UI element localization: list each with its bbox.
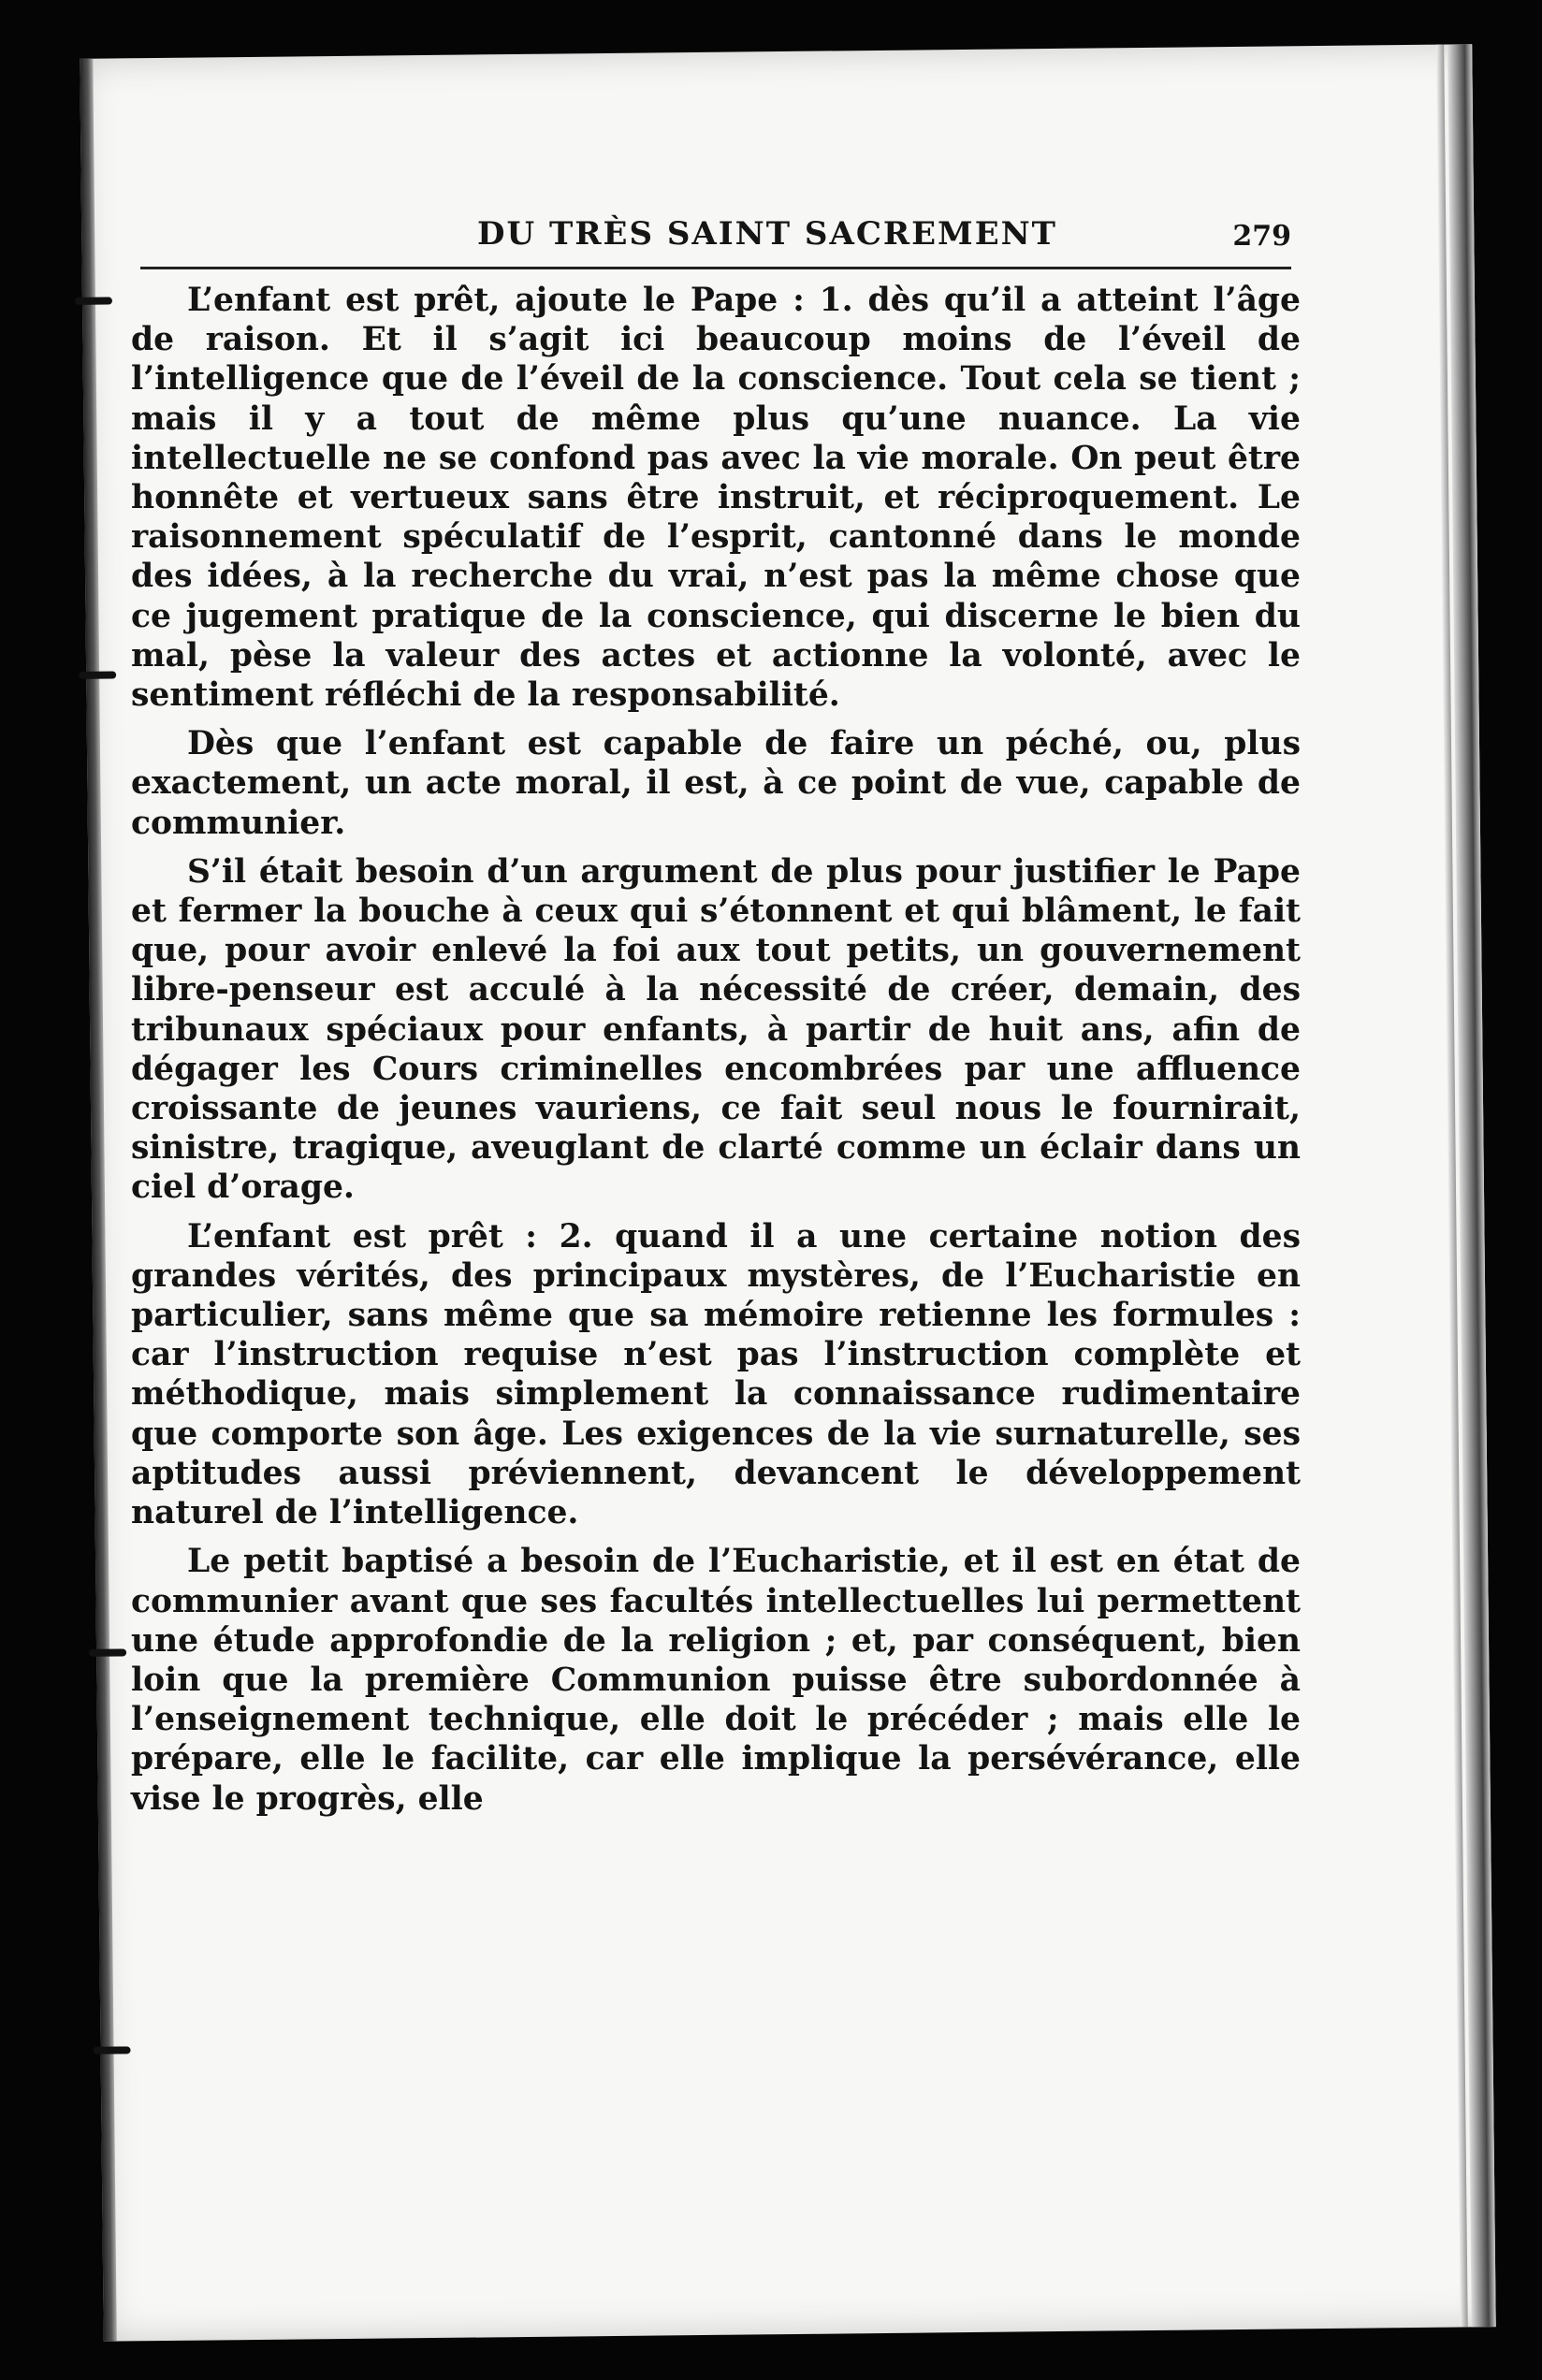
paragraph: S’il était besoin d’un argument de plus pour justifier le Pape et fermer la bouche à ceux qui s’étonnent et qui blâment, le fait que, pour avoir enlevé la foi aux tout petits, un gouvernement libre-penseur est acculé à la nécessité de créer, demain, des tribunaux spéciaux pour enfants, à partir de huit ans, afin de dégager les Cours criminelles encombrées par une affluence croissante de jeunes vauriens, ce fait seul nous le fournirait, sinistre, tragique, aveuglant de clarté comme un éclair dans un ciel d’orage. bbox=[131, 852, 1301, 1207]
binding-stitch bbox=[89, 1648, 126, 1656]
body-text bbox=[131, 281, 1301, 1828]
binding-stitch bbox=[94, 2046, 131, 2053]
paragraph: L’enfant est prêt, ajoute le Pape : 1. dès qu’il a atteint l’âge de raison. Et il s’agit ici beaucoup moins de l’éveil de l’intelligence que de l’éveil de la conscience. Tout cela se tient ; mais il y a tout de même plus qu’une nuance. La vie intellectuelle ne se confond pas avec la vie morale. On peut être honnête et vertueux sans être instruit, et réciproquement. Le raisonnement spéculatif de l’esprit, cantonné dans le monde des idées, à la recherche du vrai, n’est pas la même chose que ce jugement pratique de la conscience, qui discerne le bien du mal, pèse la valeur des actes et actionne la volonté, avec le sentiment réfléchi de la responsabilité. bbox=[131, 282, 1301, 715]
page-number: 279 bbox=[1232, 220, 1291, 253]
paragraph: Dès que l’enfant est capable de faire un péché, ou, plus exactement, un acte moral, il est, à ce point de vue, capable de communier. bbox=[131, 725, 1301, 842]
paragraph: Le petit baptisé a besoin de l’Eucharistie, et il est en état de communier avant que ses facultés intellectuelles lui permettent une étude approfondie de la religion ; et, par conséquent, bien loin que la première Communion puisse être subordonnée à l’enseignement technique, elle doit le précéder ; mais elle le prépare, elle le facilite, car elle implique la persévérance, elle vise le progrès, elle bbox=[131, 1543, 1301, 1818]
binding-stitch bbox=[75, 298, 112, 305]
page-binding bbox=[80, 59, 117, 2342]
paragraph: L’enfant est prêt : 2. quand il a une certaine notion des grandes vérités, des principaux mystères, de l’Eucharistie en particulier, sans même que sa mémoire retienne les formules : car l’instruction requise n’est pas l’instruction complète et méthodique, mais simplement la connaissance rudimentaire que comporte son âge. Les exigences de la vie surnaturelle, ses aptitudes aussi préviennent, devancent le développement naturel de l’intelligence. bbox=[131, 1217, 1301, 1532]
running-title: DU TRÈS SAINT SACREMENT bbox=[477, 215, 1057, 253]
binding-stitch bbox=[79, 671, 116, 678]
running-head bbox=[140, 210, 1291, 269]
